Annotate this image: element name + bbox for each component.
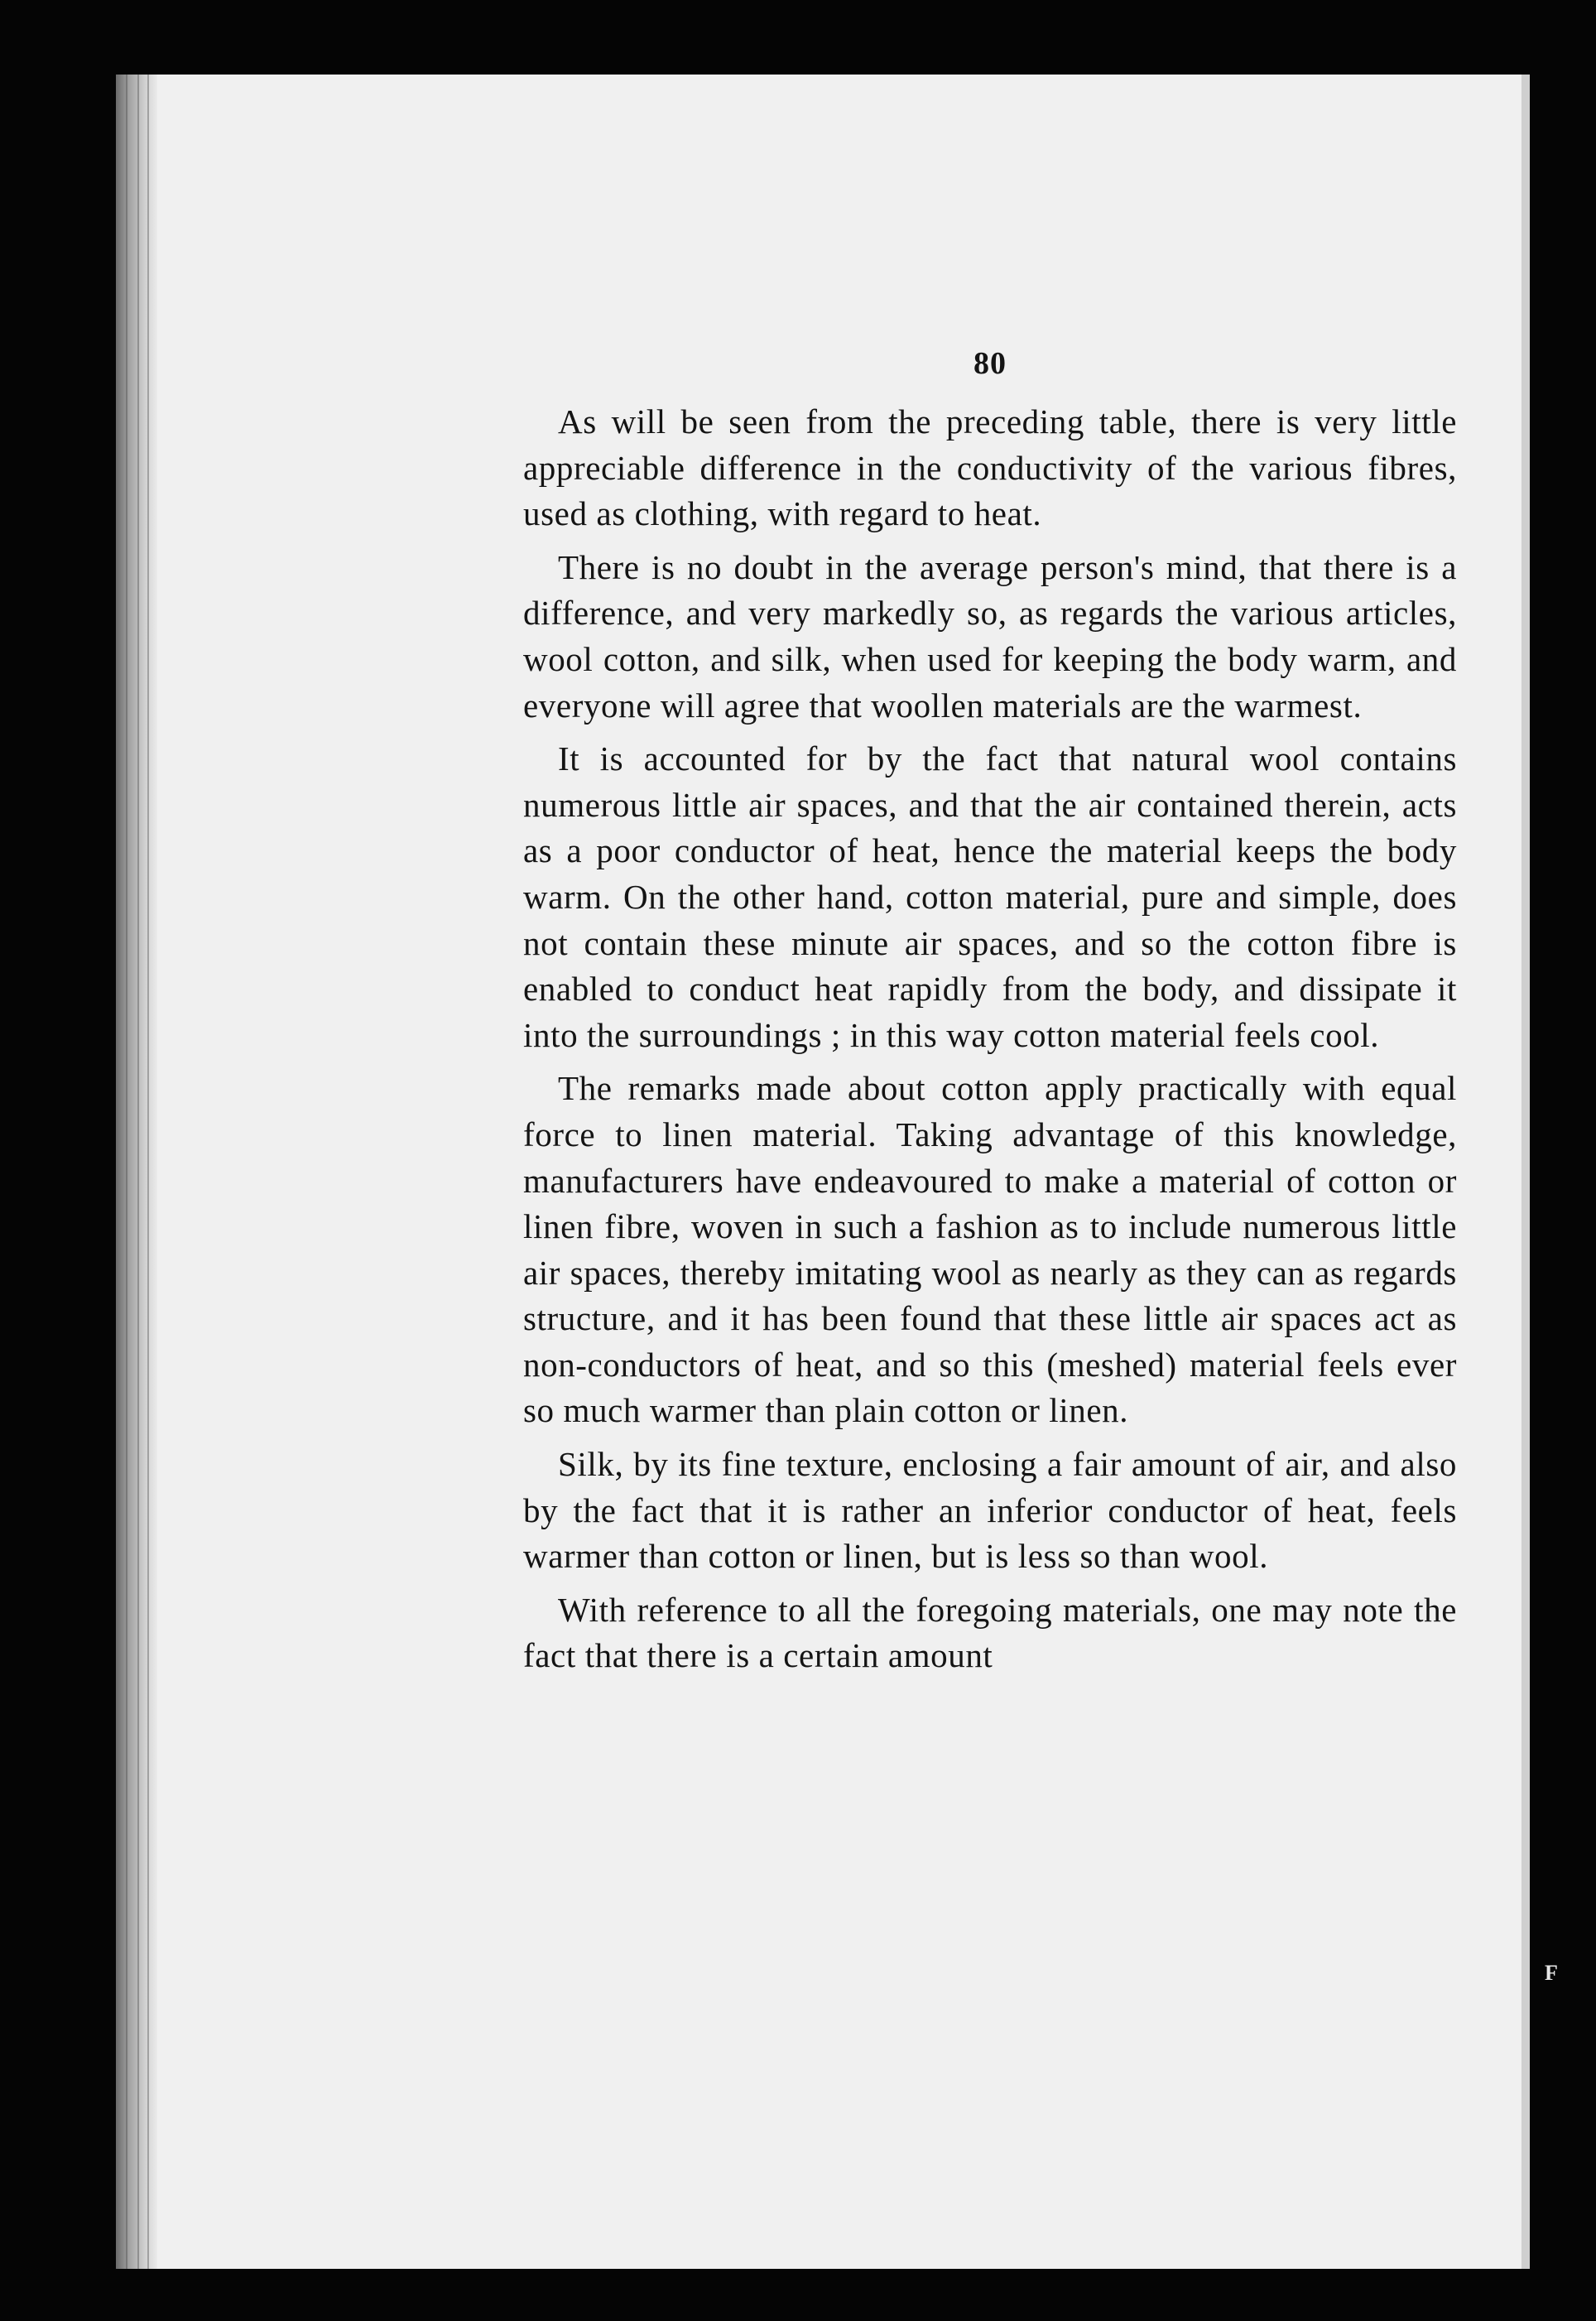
- binding-line: [126, 75, 127, 2269]
- page-number: 80: [973, 346, 1007, 381]
- page-edge: [1521, 75, 1530, 2269]
- paragraph: Silk, by its fine texture, enclosing a fair amount of air, and also by the fact that it is rather an inferior conductor of heat, feels warmer than cotton or linen, but is less so than wool.: [523, 1445, 1457, 1576]
- paragraph: With reference to all the foregoing materials, one may note the fact that there is a certain amount: [523, 1590, 1457, 1675]
- paragraph: It is accounted for by the fact that natural wool contains numerous little air spaces, and that the air contained therein, acts as a poor conductor of heat, hence the material keeps the body warm. On the other hand, cotton material, pure and simple, does not contain these minute air spaces, and so the cotton fibre is enabled to conduct heat rapidly from the body, and dissipate it into the surroundings ; in this way cotton material feels cool.: [523, 739, 1457, 1054]
- binding-line: [147, 75, 149, 2269]
- paragraph: As will be seen from the preceding table, there is very little appreciable difference in the conductivity of the various fibres, used as clothing, with regard to heat.: [523, 402, 1457, 533]
- margin-mark: F: [1545, 1961, 1558, 1985]
- page-binding-shadow: [116, 75, 157, 2269]
- page-text: [523, 343, 1457, 1687]
- binding-line: [137, 75, 139, 2269]
- paragraph: There is no doubt in the average person's mind, that there is a difference, and very markedly so, as regards the various articles, wool cotton, and silk, when used for keeping the body warm, and everyone will agree that woollen materials are the warmest.: [523, 547, 1457, 725]
- paragraph: The remarks made about cotton apply practically with equal force to linen material. Taking advantage of this knowledge, manufacturers have endeavoured to make a material of cotton or linen fibre, woven in such a fashion as to include numerous little air spaces, thereby imitating wool as nearly as they can as regards structure, and it has been found that these little air spaces act as non-conductors of heat, and so this (meshed) material feels ever so much warmer than plain cotton or linen.: [523, 1069, 1457, 1430]
